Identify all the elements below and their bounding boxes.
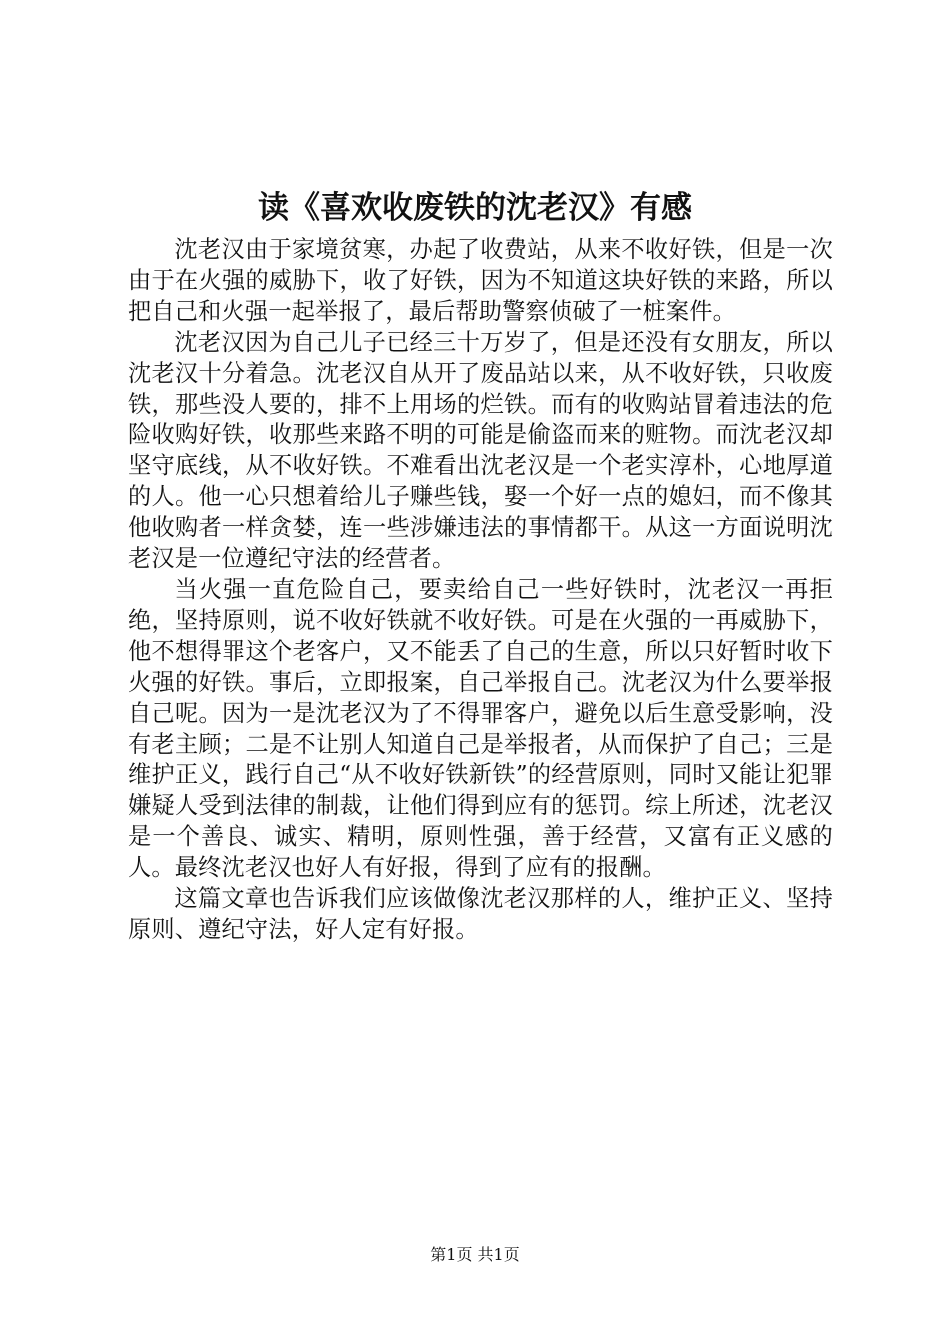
paragraph-2: 沈老汉因为自己儿子已经三十万岁了，但是还没有女朋友，所以沈老汉十分着急。沈老汉自从开了废品站以来，从不收好铁，只收废铁，那些没人要的，排不上用场的烂铁。而有的收购站冒着违法的危险收购好铁，收那些来路不明的可能是偷盗而来的赃物。而沈老汉却坚守底线，从不收好铁。不难看出沈老汉是一个老实淳朴，心地厚道的人。他一心只想着给儿子赚些钱，娶一个好一点的媳妇，而不像其他收购者一样贪婪，连一些涉嫌违法的事情都干。从这一方面说明沈老汉是一位遵纪守法的经营者。: [128, 328, 833, 573]
paragraph-4: 这篇文章也告诉我们应该做像沈老汉那样的人，维护正义、坚持原则、遵纪守法，好人定有好报。: [128, 885, 833, 943]
document-title: 读《喜欢收废铁的沈老汉》有感: [258, 190, 692, 226]
document-body: [128, 235, 833, 946]
paragraph-3: 当火强一直危险自己，要卖给自己一些好铁时，沈老汉一再拒绝，坚持原则，说不收好铁就不收好铁。可是在火强的一再威胁下，他不想得罪这个老客户，又不能丢了自己的生意，所以只好暂时收下火强的好铁。事后，立即报案，自己举报自己。沈老汉为什么要举报自己呢。因为一是沈老汉为了不得罪客户，避免以后生意受影响，没有老主顾；二是不让别人知道自己是举报者，从而保护了自己；三是维护正义，践行自己“从不收好铁新铁”的经营原则，同时又能让犯罪嫌疑人受到法律的制裁，让他们得到应有的惩罚。综上所述，沈老汉是一个善良、诚实、精明，原则性强，善于经营，又富有正义感的人。最终沈老汉也好人有好报，得到了应有的报酬。: [128, 575, 833, 882]
page-number-footer: 第1页 共1页: [430, 1245, 520, 1264]
paragraph-1: 沈老汉由于家境贫寒，办起了收费站，从来不收好铁，但是一次由于在火强的威胁下，收了好铁，因为不知道这块好铁的来路，所以把自己和火强一起举报了，最后帮助警察侦破了一桩案件。: [128, 236, 833, 325]
